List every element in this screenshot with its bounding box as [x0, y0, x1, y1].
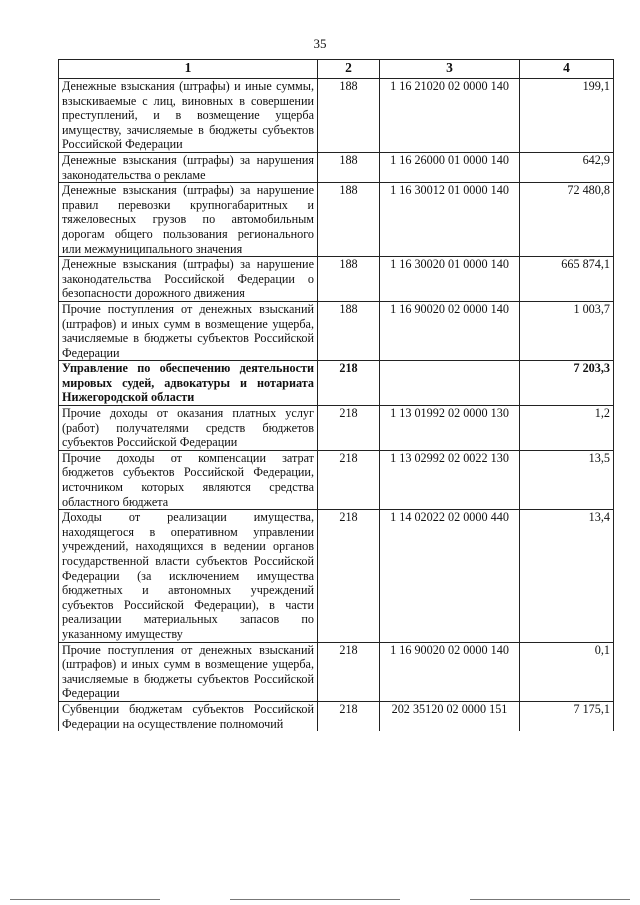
row-admin-code: 188 — [318, 152, 380, 182]
row-budget-code: 1 16 21020 02 0000 140 — [380, 79, 520, 153]
row-name: Прочие поступления от денежных взысканий (штрафов) и иных сумм в возмещение ущерба, зачисляемые в бюджеты субъектов Российской Федерации — [59, 301, 318, 360]
section-budget-code — [380, 361, 520, 406]
table-row — [59, 450, 614, 509]
table-section-row — [59, 361, 614, 406]
row-budget-code: 1 13 02992 02 0022 130 — [380, 450, 520, 509]
scan-artifact-line — [230, 899, 400, 900]
table-row — [59, 183, 614, 257]
table-row — [59, 301, 614, 360]
row-budget-code: 1 16 26000 01 0000 140 — [380, 152, 520, 182]
page-number: 35 — [313, 36, 327, 51]
header-col-2: 2 — [318, 60, 380, 79]
row-name: Прочие доходы от оказания платных услуг (работ) получателями средств бюджетов субъектов Российской Федерации — [59, 406, 318, 451]
table-row — [59, 510, 614, 642]
table-header-row — [59, 60, 614, 79]
row-budget-code: 1 16 30012 01 0000 140 — [380, 183, 520, 257]
table-row — [59, 642, 614, 701]
row-name: Денежные взыскания (штрафы) и иные суммы, взыскиваемые с лиц, виновных в совершении преступлений, и в возмещение ущерба имуществу, зачисляемые в бюджеты субъектов Российской Федерации — [59, 79, 318, 153]
row-amount: 199,1 — [520, 79, 614, 153]
section-admin-code: 218 — [318, 361, 380, 406]
row-name: Денежные взыскания (штрафы) за нарушение законодательства Российской Федерации о безопасности дорожного движения — [59, 257, 318, 302]
section-name: Управление по обеспечению деятельности мировых судей, адвокатуры и нотариата Нижегородской области — [59, 361, 318, 406]
row-amount: 13,5 — [520, 450, 614, 509]
row-name: Прочие доходы от компенсации затрат бюджетов субъектов Российской Федерации, источником которых являются средства областного бюджета — [59, 450, 318, 509]
row-amount: 642,9 — [520, 152, 614, 182]
row-budget-code: 1 14 02022 02 0000 440 — [380, 510, 520, 642]
row-amount: 13,4 — [520, 510, 614, 642]
row-admin-code: 218 — [318, 701, 380, 731]
section-amount: 7 203,3 — [520, 361, 614, 406]
table-row — [59, 406, 614, 451]
row-amount: 72 480,8 — [520, 183, 614, 257]
row-name: Денежные взыскания (штрафы) за нарушения законодательства о рекламе — [59, 152, 318, 182]
row-amount: 0,1 — [520, 642, 614, 701]
row-budget-code: 1 16 90020 02 0000 140 — [380, 642, 520, 701]
row-name: Денежные взыскания (штрафы) за нарушение правил перевозки крупногабаритных и тяжеловесных грузов по автомобильным дорогам общего пользования регионального или межмуниципального значения — [59, 183, 318, 257]
scan-artifact-line — [10, 899, 160, 900]
revenue-table — [58, 59, 614, 731]
row-name: Субвенции бюджетам субъектов Российской Федерации на осуществление полномочий — [59, 701, 318, 731]
header-col-3: 3 — [380, 60, 520, 79]
row-admin-code: 188 — [318, 257, 380, 302]
table-row — [59, 257, 614, 302]
row-amount: 665 874,1 — [520, 257, 614, 302]
table-row — [59, 152, 614, 182]
row-admin-code: 218 — [318, 406, 380, 451]
row-amount: 1,2 — [520, 406, 614, 451]
row-name: Доходы от реализации имущества, находящегося в оперативном управлении учреждений, находящихся в ведении органов государственной власти субъектов Российской Федерации (за исключением имущества бюджетных и автономных учреждений субъектов Российской Федерации), в части реализации материальных запасов по указанному имуществу — [59, 510, 318, 642]
row-admin-code: 218 — [318, 510, 380, 642]
row-amount: 7 175,1 — [520, 701, 614, 731]
row-admin-code: 188 — [318, 301, 380, 360]
row-budget-code: 1 16 90020 02 0000 140 — [380, 301, 520, 360]
header-col-1: 1 — [59, 60, 318, 79]
row-budget-code: 202 35120 02 0000 151 — [380, 701, 520, 731]
table-row — [59, 79, 614, 153]
header-col-4: 4 — [520, 60, 614, 79]
row-budget-code: 1 16 30020 01 0000 140 — [380, 257, 520, 302]
row-amount: 1 003,7 — [520, 301, 614, 360]
row-admin-code: 218 — [318, 450, 380, 509]
table-row — [59, 701, 614, 731]
row-admin-code: 188 — [318, 183, 380, 257]
row-admin-code: 218 — [318, 642, 380, 701]
row-name: Прочие поступления от денежных взысканий (штрафов) и иных сумм в возмещение ущерба, зачисляемые в бюджеты субъектов Российской Федерации — [59, 642, 318, 701]
scan-artifact-line — [470, 899, 630, 900]
row-budget-code: 1 13 01992 02 0000 130 — [380, 406, 520, 451]
row-admin-code: 188 — [318, 79, 380, 153]
